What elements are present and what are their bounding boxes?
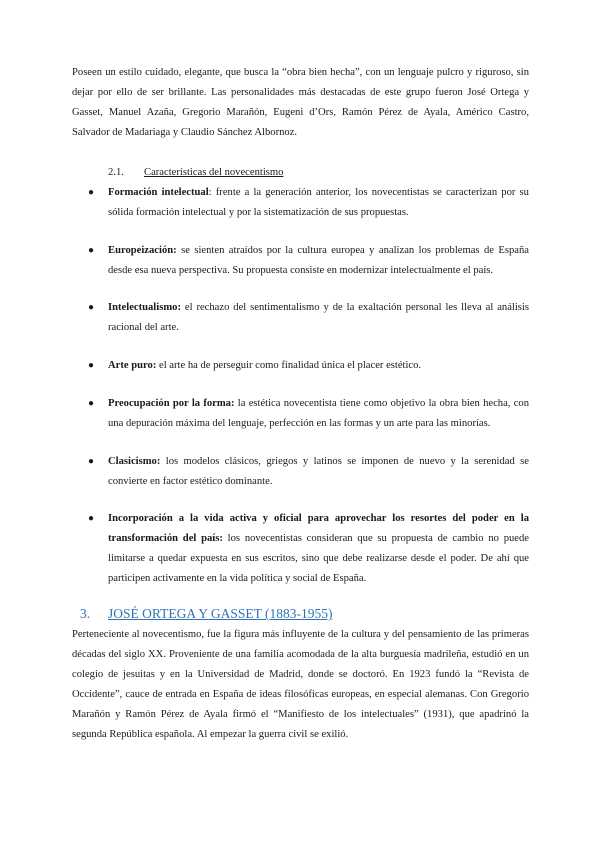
bullet-term: Incorporación a la vida activa y oficial para aprovechar los resortes del poder en la transformación del país: [108, 513, 529, 544]
bullet-icon: ● [88, 245, 95, 256]
intro-paragraph: Poseen un estilo cuidado, elegante, que busca la “obra bien hecha”, con un lenguaje pulcro y riguroso, sin dejar por ello de ser brillante. Las personalidades más destacadas de este grupo fueron José Ortega y Gasset, Manuel Azaña, Gregorio Marañón, Eugeni d’Ors, Ramón Pérez de Ayala, Américo Castro, Salvador de Madariaga y Claudio Sánchez Albornoz. [72, 67, 529, 138]
bullet-item [88, 394, 529, 434]
bullet-term: Clasicismo: [108, 456, 161, 467]
bullet-icon: ● [88, 456, 95, 467]
ortega-paragraph: Perteneciente al novecentismo, fue la figura más influyente de la cultura y del pensamiento de las primeras décadas del siglo XX. Proveniente de una familia acomodada de la alta burguesía madrileña, estudió en un colegio de jesuitas y en la Universidad de Madrid, donde se doctoró. En 1923 fundó la “Revista de Occidente”, cauce de entrada en España de ideas filosóficas europeas, en especial alemanas. Con Gregorio Marañón y Ramón Pérez de Ayala firmó el “Manifiesto de los intelectuales” (1931), que apadrinó la segunda República española. Al empezar la guerra civil se exilió. [72, 629, 529, 740]
bullet-text: se sienten atraídos por la cultura europea y analizan los problemas de España desde esa nueva perspectiva. Su propuesta consiste en modernizar intelectualmente el país. [108, 245, 529, 276]
subsection-heading [108, 163, 283, 183]
bullet-text: : frente a la generación anterior, los novecentistas se caracterizan por su sólida formación intelectual y por la sistematización de sus propuestas. [108, 187, 529, 218]
bullet-item [88, 241, 529, 281]
bullet-term: Europeización: [108, 245, 177, 256]
section-heading [80, 604, 332, 624]
bullet-icon: ● [88, 398, 95, 409]
bullet-term: Preocupación por la forma: [108, 398, 235, 409]
subsection-title: Características del novecentismo [144, 167, 284, 178]
section-title: JOSÉ ORTEGA Y GASSET (1883-1955) [108, 606, 333, 621]
bullet-term: Formación intelectual [108, 187, 209, 198]
bullet-text: la estética novecentista tiene como objetivo la obra bien hecha, con una depuración máxima del lenguaje, perfección en las formas y un arte para las minorías. [108, 398, 529, 429]
bullet-icon: ● [88, 513, 95, 524]
bullet-text: el arte ha de perseguir como finalidad única el placer estético. [156, 360, 422, 371]
bullet-text: los modelos clásicos, griegos y latinos se imponen de nuevo y la serenidad se convierte en factor estético dominante. [108, 456, 529, 487]
subsection-number: 2.1. [108, 167, 124, 178]
bullet-item [88, 183, 529, 223]
bullet-text: los novecentistas consideran que su propuesta de cambio no puede limitarse a quedar expuesta en sus escritos, sino que debe realizarse desde el poder. De ahí que participen activamente en la vida política y social de España. [108, 533, 529, 584]
section-number: 3. [80, 606, 91, 621]
bullet-term: Arte puro: [108, 360, 157, 371]
bullet-item [88, 452, 529, 492]
bullet-item [88, 509, 529, 589]
bullet-text: el rechazo del sentimentalismo y de la exaltación personal les lleva al análisis racional del arte. [108, 302, 529, 333]
bullet-item [88, 298, 529, 338]
bullet-icon: ● [88, 360, 95, 371]
bullet-icon: ● [88, 187, 95, 198]
bullet-item [88, 356, 529, 376]
bullet-term: Intelectualismo: [108, 302, 181, 313]
bullet-icon: ● [88, 302, 95, 313]
